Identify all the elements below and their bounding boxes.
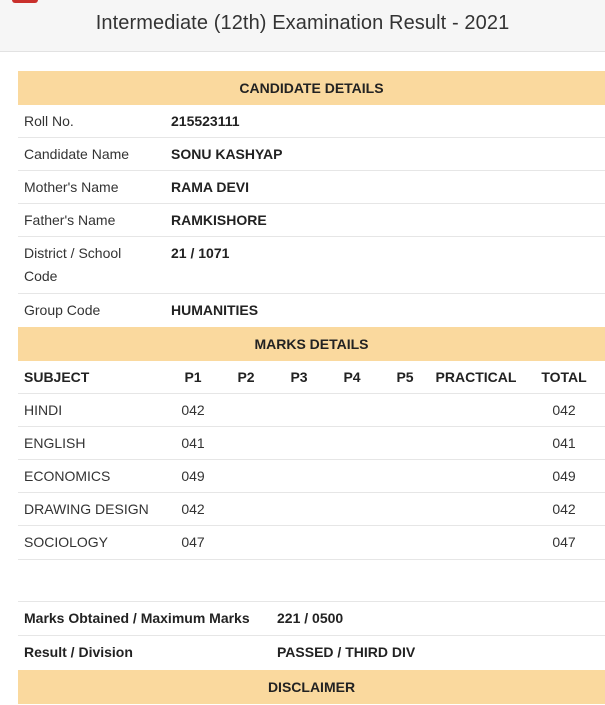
table-row: [18, 427, 605, 460]
table-row: [18, 493, 605, 526]
group-code-label: Group Code: [24, 302, 101, 318]
marks-obtained-label: Marks Obtained / Maximum Marks: [24, 610, 250, 626]
father-name-value: RAMKISHORE: [171, 212, 267, 228]
district-label-line1: District / School: [24, 245, 122, 261]
result-sheet: [18, 68, 605, 705]
cell-subject: SOCIOLOGY: [24, 534, 109, 550]
cell-subject: DRAWING DESIGN: [24, 501, 149, 517]
marks-obtained-row: [18, 602, 605, 636]
table-row: [18, 526, 605, 560]
tab-accent: [12, 0, 38, 3]
header-p1: P1: [184, 369, 202, 385]
header-p5: P5: [396, 369, 414, 385]
cell-p1: 042: [181, 402, 205, 418]
disclaimer-heading: DISCLAIMER: [18, 670, 605, 704]
header-p2: P2: [237, 369, 255, 385]
district-label-line2: Code: [24, 268, 58, 284]
cell-total: 041: [552, 435, 576, 451]
cell-subject: ENGLISH: [24, 435, 86, 451]
cell-p1: 042: [181, 501, 205, 517]
roll-value: 215523111: [171, 113, 240, 129]
group-code-value: HUMANITIES: [171, 302, 259, 318]
header-subject: SUBJECT: [24, 369, 90, 385]
candidate-name-label: Candidate Name: [24, 146, 130, 162]
marks-header-row: [18, 361, 605, 394]
header-total: TOTAL: [541, 369, 587, 385]
cell-total: 047: [552, 534, 576, 550]
header-bar: [0, 0, 605, 52]
mother-name-row: [18, 171, 605, 204]
result-division-label: Result / Division: [24, 644, 133, 660]
cell-p1: 041: [181, 435, 205, 451]
father-name-label: Father's Name: [24, 212, 116, 228]
mother-name-label: Mother's Name: [24, 179, 119, 195]
candidate-details-heading: CANDIDATE DETAILS: [18, 71, 605, 105]
header-p3: P3: [290, 369, 308, 385]
roll-label: Roll No.: [24, 113, 74, 129]
candidate-name-value: SONU KASHYAP: [171, 146, 283, 162]
cell-total: 042: [552, 501, 576, 517]
cell-total: 042: [552, 402, 576, 418]
page-title: Intermediate (12th) Examination Result - 2021: [95, 12, 510, 34]
father-name-row: [18, 204, 605, 237]
header-practical: PRACTICAL: [435, 369, 517, 385]
roll-row: [18, 105, 605, 138]
table-row: [18, 394, 605, 427]
candidate-name-row: [18, 138, 605, 171]
cell-p1: 049: [181, 468, 205, 484]
result-division-row: [18, 636, 605, 670]
cell-p1: 047: [181, 534, 205, 550]
cell-subject: HINDI: [24, 402, 63, 418]
spacer-row: [18, 560, 605, 602]
district-school-value: 21 / 1071: [171, 245, 230, 261]
result-division-value: PASSED / THIRD DIV: [277, 644, 416, 660]
header-p4: P4: [343, 369, 361, 385]
group-code-row: [18, 294, 605, 327]
district-school-row: [18, 237, 605, 294]
marks-details-heading: MARKS DETAILS: [18, 327, 605, 361]
table-row: [18, 460, 605, 493]
cell-subject: ECONOMICS: [24, 468, 111, 484]
cell-total: 049: [552, 468, 576, 484]
mother-name-value: RAMA DEVI: [171, 179, 250, 195]
marks-obtained-value: 221 / 0500: [277, 610, 344, 626]
